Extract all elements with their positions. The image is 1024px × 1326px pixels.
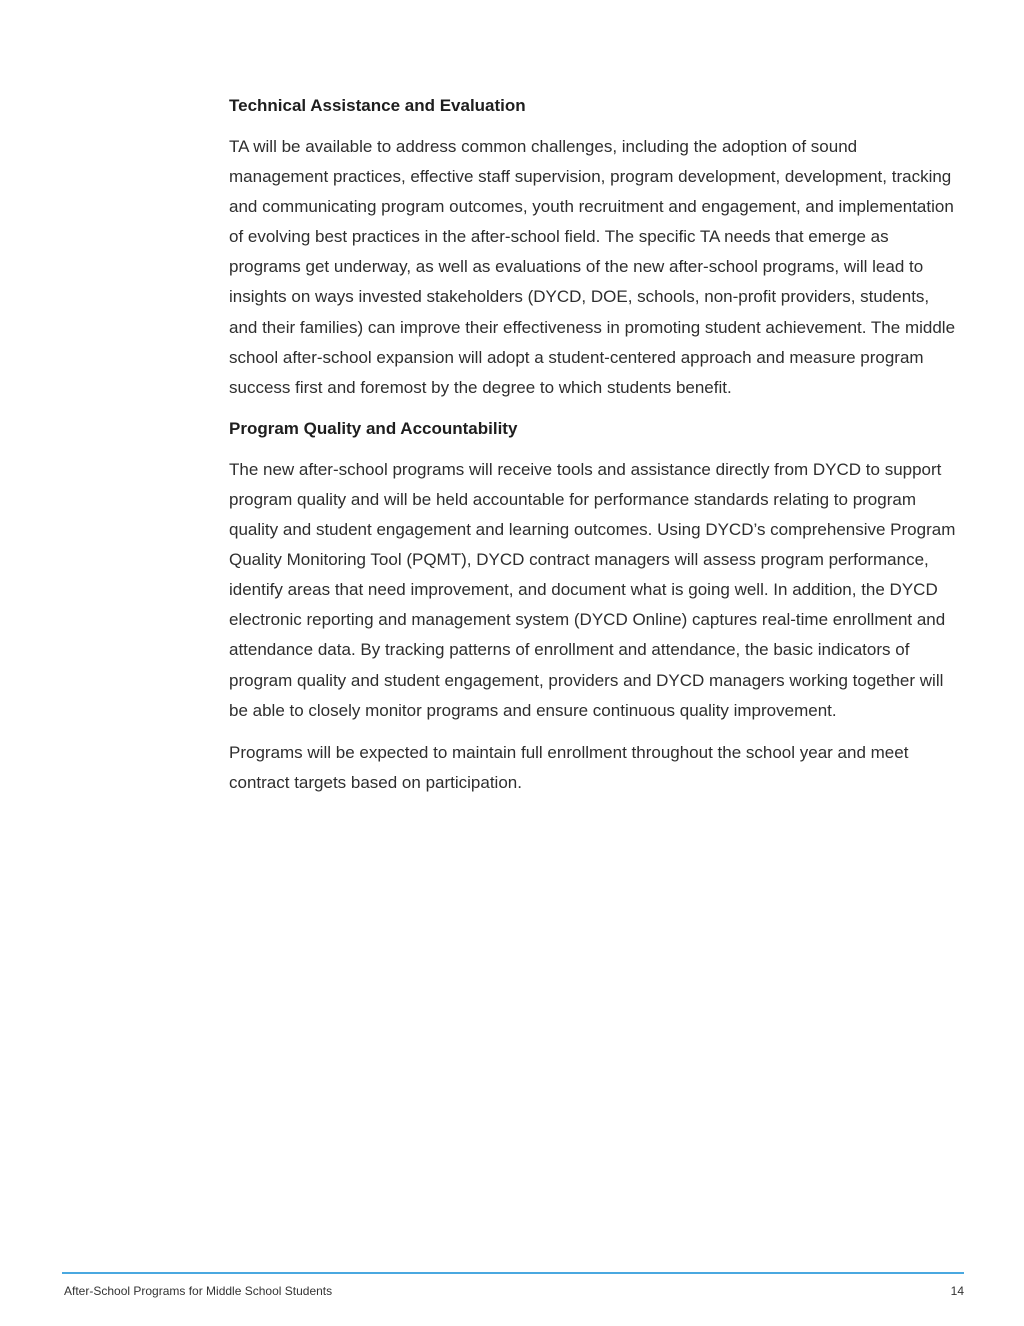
section-heading-program-quality: Program Quality and Accountability xyxy=(229,418,518,438)
document-body xyxy=(229,92,957,810)
paragraph-technical-assistance: TA will be available to address common challenges, including the adoption of sound management practices, effective staff supervision, program development, development, tracking and communicating program outcomes, youth recruitment and engagement, and implementation of evolving best practices in the after-school field. The specific TA needs that emerge as programs get underway, as well as evaluations of the new after-school programs, will lead to insights on ways invested stakeholders (DYCD, DOE, schools, non-profit providers, students, and their families) can improve their effectiveness in promoting student achievement. The middle school after-school expansion will adopt a student-centered approach and measure program success first and foremost by the degree to which students benefit. xyxy=(229,137,956,397)
paragraph-enrollment: Programs will be expected to maintain full enrollment throughout the school year and meet contract targets based on participation. xyxy=(229,742,909,792)
footer-document-title: After-School Programs for Middle School Students xyxy=(64,1284,333,1298)
footer-divider xyxy=(62,1272,964,1274)
section-heading-technical-assistance: Technical Assistance and Evaluation xyxy=(229,96,526,115)
paragraph-program-quality: The new after-school programs will receive tools and assistance directly from DYCD to support program quality and will be held accountable for performance standards relating to program quality and student engagement and learning outcomes. Using DYCD’s comprehensive Program Quality Monitoring Tool (PQMT), DYCD contract managers will assess program performance, identify areas that need improvement, and document what is going well. In addition, the DYCD electronic reporting and management system (DYCD Online) captures real-time enrollment and attendance data. By tracking patterns of enrollment and attendance, the basic indicators of program quality and student engagement, providers and DYCD managers working together will be able to closely monitor programs and ensure continuous quality improvement. xyxy=(229,459,956,720)
footer-page-number: 14 xyxy=(950,1284,964,1298)
